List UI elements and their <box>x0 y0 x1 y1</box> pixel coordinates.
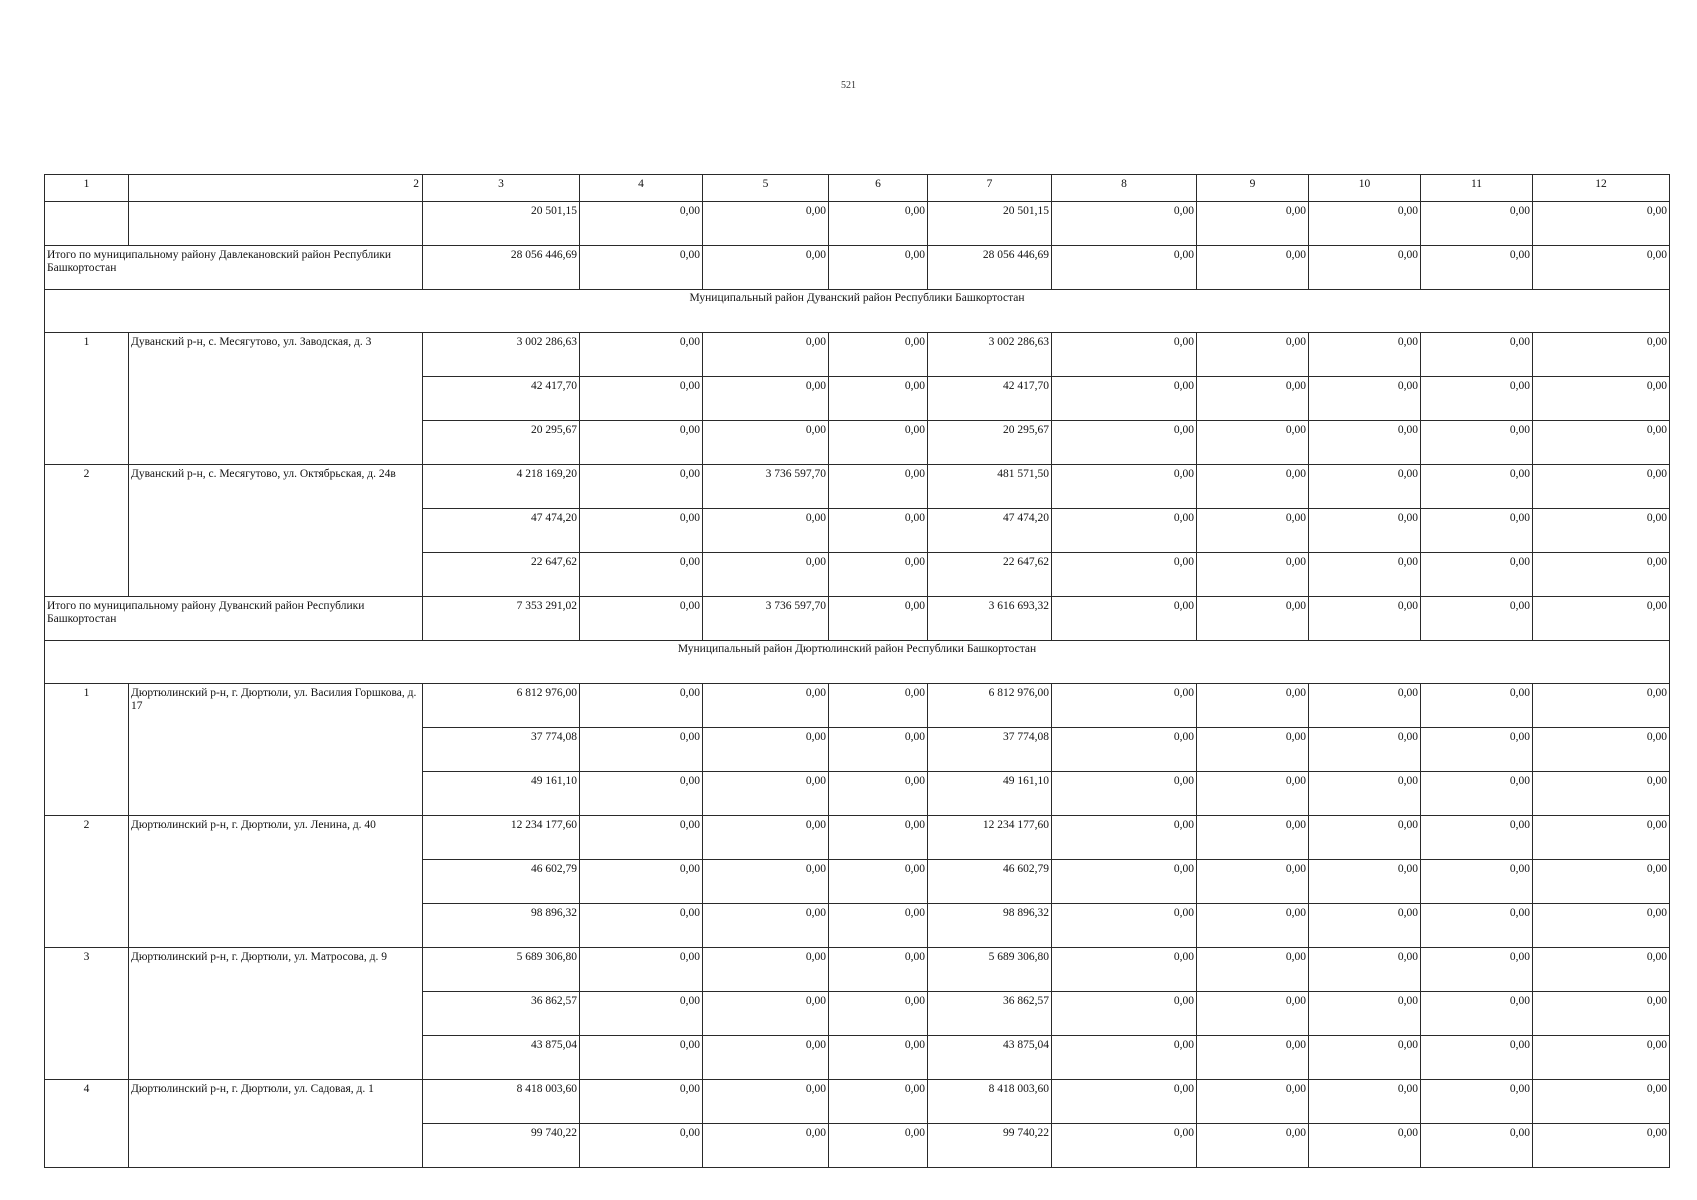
value-cell: 0,00 <box>829 509 928 553</box>
value-cell: 0,00 <box>580 597 703 641</box>
value-cell: 0,00 <box>1309 816 1421 860</box>
value-cell: 0,00 <box>580 202 703 246</box>
value-cell: 0,00 <box>1421 860 1533 904</box>
value-cell: 0,00 <box>1052 1036 1197 1080</box>
value-cell: 0,00 <box>829 465 928 509</box>
value-cell: 5 689 306,80 <box>423 948 580 992</box>
value-cell: 0,00 <box>1421 684 1533 728</box>
value-cell: 0,00 <box>1421 465 1533 509</box>
table-row <box>45 333 1670 377</box>
value-cell: 7 353 291,02 <box>423 597 580 641</box>
value-cell: 0,00 <box>829 421 928 465</box>
value-cell: 49 161,10 <box>928 772 1052 816</box>
value-cell: 0,00 <box>580 377 703 421</box>
value-cell: 0,00 <box>703 904 829 948</box>
value-cell: 8 418 003,60 <box>423 1080 580 1124</box>
value-cell: 0,00 <box>1309 246 1421 290</box>
row-index <box>45 202 129 246</box>
table-body <box>45 202 1670 1168</box>
value-cell: 43 875,04 <box>423 1036 580 1080</box>
value-cell: 3 616 693,32 <box>928 597 1052 641</box>
value-cell: 0,00 <box>829 202 928 246</box>
value-cell: 0,00 <box>1052 509 1197 553</box>
value-cell: 0,00 <box>1197 246 1309 290</box>
value-cell: 0,00 <box>1052 597 1197 641</box>
value-cell: 0,00 <box>1197 333 1309 377</box>
value-cell: 0,00 <box>829 553 928 597</box>
value-cell: 0,00 <box>1533 816 1670 860</box>
value-cell: 0,00 <box>1533 1036 1670 1080</box>
page-number: 521 <box>841 80 856 91</box>
value-cell: 0,00 <box>1197 904 1309 948</box>
value-cell: 0,00 <box>1309 860 1421 904</box>
value-cell: 47 474,20 <box>423 509 580 553</box>
value-cell: 0,00 <box>1197 728 1309 772</box>
value-cell: 0,00 <box>829 684 928 728</box>
column-header: 5 <box>703 175 829 202</box>
value-cell: 0,00 <box>580 772 703 816</box>
value-cell: 0,00 <box>1309 1124 1421 1168</box>
value-cell: 37 774,08 <box>423 728 580 772</box>
value-cell: 0,00 <box>1197 553 1309 597</box>
value-cell: 0,00 <box>1197 860 1309 904</box>
column-header: 3 <box>423 175 580 202</box>
value-cell: 43 875,04 <box>928 1036 1052 1080</box>
value-cell: 0,00 <box>1421 421 1533 465</box>
value-cell: 0,00 <box>1052 377 1197 421</box>
value-cell: 6 812 976,00 <box>928 684 1052 728</box>
value-cell: 49 161,10 <box>423 772 580 816</box>
column-header: 1 <box>45 175 129 202</box>
table-row <box>45 816 1670 860</box>
value-cell: 0,00 <box>1533 1080 1670 1124</box>
address-cell: Дюртюлинский р-н, г. Дюртюли, ул. Садовая, д. 1 <box>129 1080 423 1168</box>
value-cell: 0,00 <box>1052 246 1197 290</box>
value-cell: 0,00 <box>1052 992 1197 1036</box>
value-cell: 0,00 <box>703 948 829 992</box>
value-cell: 36 862,57 <box>423 992 580 1036</box>
value-cell: 0,00 <box>1052 333 1197 377</box>
value-cell: 98 896,32 <box>928 904 1052 948</box>
value-cell: 0,00 <box>1421 728 1533 772</box>
value-cell: 0,00 <box>1052 948 1197 992</box>
value-cell: 0,00 <box>703 553 829 597</box>
value-cell: 0,00 <box>829 246 928 290</box>
value-cell: 3 002 286,63 <box>928 333 1052 377</box>
value-cell: 0,00 <box>580 1036 703 1080</box>
value-cell: 0,00 <box>1052 465 1197 509</box>
value-cell: 0,00 <box>703 202 829 246</box>
value-cell: 0,00 <box>1052 772 1197 816</box>
value-cell: 0,00 <box>1533 1124 1670 1168</box>
value-cell: 0,00 <box>1309 509 1421 553</box>
value-cell: 0,00 <box>1197 1036 1309 1080</box>
value-cell: 0,00 <box>1309 684 1421 728</box>
value-cell: 98 896,32 <box>423 904 580 948</box>
value-cell: 0,00 <box>1197 377 1309 421</box>
value-cell: 0,00 <box>1533 202 1670 246</box>
value-cell: 0,00 <box>1197 1080 1309 1124</box>
value-cell: 20 295,67 <box>423 421 580 465</box>
value-cell: 0,00 <box>1309 465 1421 509</box>
value-cell: 0,00 <box>1197 465 1309 509</box>
value-cell: 0,00 <box>580 684 703 728</box>
value-cell: 0,00 <box>1052 860 1197 904</box>
value-cell: 0,00 <box>1197 202 1309 246</box>
value-cell: 6 812 976,00 <box>423 684 580 728</box>
value-cell: 0,00 <box>1309 553 1421 597</box>
value-cell: 0,00 <box>1197 509 1309 553</box>
value-cell: 46 602,79 <box>423 860 580 904</box>
header-row <box>45 175 1670 202</box>
value-cell: 0,00 <box>580 860 703 904</box>
value-cell: 0,00 <box>580 992 703 1036</box>
value-cell: 0,00 <box>703 860 829 904</box>
address-cell: Дуванский р-н, с. Месягутово, ул. Заводская, д. 3 <box>129 333 423 465</box>
value-cell: 0,00 <box>1421 333 1533 377</box>
value-cell: 0,00 <box>703 509 829 553</box>
value-cell: 20 501,15 <box>928 202 1052 246</box>
value-cell: 36 862,57 <box>928 992 1052 1036</box>
value-cell: 0,00 <box>1197 948 1309 992</box>
value-cell: 0,00 <box>1052 728 1197 772</box>
value-cell: 0,00 <box>580 553 703 597</box>
budget-table <box>44 174 1670 1168</box>
table-row <box>45 202 1670 246</box>
value-cell: 481 571,50 <box>928 465 1052 509</box>
value-cell: 0,00 <box>1052 1080 1197 1124</box>
value-cell: 0,00 <box>1533 597 1670 641</box>
value-cell: 0,00 <box>1533 377 1670 421</box>
value-cell: 0,00 <box>703 333 829 377</box>
value-cell: 0,00 <box>829 1124 928 1168</box>
value-cell: 0,00 <box>829 333 928 377</box>
value-cell: 0,00 <box>1052 684 1197 728</box>
row-index: 1 <box>45 684 129 816</box>
total-label: Итого по муниципальному району Давлекановский район Республики Башкортостан <box>45 246 423 290</box>
value-cell: 0,00 <box>1421 816 1533 860</box>
table-row <box>45 465 1670 509</box>
value-cell: 0,00 <box>1052 816 1197 860</box>
value-cell: 0,00 <box>580 816 703 860</box>
value-cell: 0,00 <box>703 246 829 290</box>
value-cell: 0,00 <box>1533 333 1670 377</box>
value-cell: 0,00 <box>1309 333 1421 377</box>
value-cell: 22 647,62 <box>423 553 580 597</box>
value-cell: 37 774,08 <box>928 728 1052 772</box>
row-index: 3 <box>45 948 129 1080</box>
value-cell: 0,00 <box>829 728 928 772</box>
value-cell: 0,00 <box>1197 772 1309 816</box>
value-cell: 5 689 306,80 <box>928 948 1052 992</box>
value-cell: 0,00 <box>580 1080 703 1124</box>
total-label: Итого по муниципальному району Дуванский район Республики Башкортостан <box>45 597 423 641</box>
value-cell: 0,00 <box>580 948 703 992</box>
value-cell: 0,00 <box>1421 597 1533 641</box>
value-cell: 0,00 <box>580 904 703 948</box>
value-cell: 0,00 <box>1309 1080 1421 1124</box>
value-cell: 0,00 <box>1052 421 1197 465</box>
value-cell: 3 736 597,70 <box>703 465 829 509</box>
value-cell: 0,00 <box>1421 553 1533 597</box>
value-cell: 0,00 <box>1421 1124 1533 1168</box>
table-row <box>45 684 1670 728</box>
value-cell: 0,00 <box>1421 202 1533 246</box>
value-cell: 0,00 <box>829 992 928 1036</box>
column-header: 9 <box>1197 175 1309 202</box>
row-index: 1 <box>45 333 129 465</box>
value-cell: 0,00 <box>1421 904 1533 948</box>
value-cell: 0,00 <box>703 816 829 860</box>
value-cell: 0,00 <box>1533 684 1670 728</box>
value-cell: 0,00 <box>1533 860 1670 904</box>
value-cell: 0,00 <box>1309 597 1421 641</box>
total-row <box>45 246 1670 290</box>
value-cell: 0,00 <box>1421 246 1533 290</box>
address-cell <box>129 202 423 246</box>
value-cell: 0,00 <box>1052 553 1197 597</box>
value-cell: 0,00 <box>1533 728 1670 772</box>
value-cell: 0,00 <box>703 728 829 772</box>
value-cell: 0,00 <box>703 421 829 465</box>
address-cell: Дюртюлинский р-н, г. Дюртюли, ул. Василия Горшкова, д. 17 <box>129 684 423 816</box>
address-cell: Дюртюлинский р-н, г. Дюртюли, ул. Матросова, д. 9 <box>129 948 423 1080</box>
value-cell: 4 218 169,20 <box>423 465 580 509</box>
value-cell: 0,00 <box>703 772 829 816</box>
value-cell: 0,00 <box>1421 377 1533 421</box>
value-cell: 0,00 <box>1533 246 1670 290</box>
column-header: 8 <box>1052 175 1197 202</box>
column-header: 2 <box>129 175 423 202</box>
column-header: 6 <box>829 175 928 202</box>
value-cell: 0,00 <box>1052 202 1197 246</box>
value-cell: 0,00 <box>703 1124 829 1168</box>
value-cell: 0,00 <box>1533 772 1670 816</box>
value-cell: 28 056 446,69 <box>423 246 580 290</box>
value-cell: 0,00 <box>580 246 703 290</box>
value-cell: 0,00 <box>1197 1124 1309 1168</box>
value-cell: 0,00 <box>1197 992 1309 1036</box>
value-cell: 12 234 177,60 <box>423 816 580 860</box>
value-cell: 0,00 <box>703 992 829 1036</box>
section-row <box>45 290 1670 333</box>
value-cell: 0,00 <box>1421 772 1533 816</box>
value-cell: 0,00 <box>1533 553 1670 597</box>
table-header <box>45 175 1670 202</box>
value-cell: 0,00 <box>1197 421 1309 465</box>
value-cell: 0,00 <box>1421 948 1533 992</box>
row-index: 2 <box>45 465 129 597</box>
section-title: Муниципальный район Дюртюлинский район Республики Башкортостан <box>45 641 1670 684</box>
table-row <box>45 1080 1670 1124</box>
address-cell: Дюртюлинский р-н, г. Дюртюли, ул. Ленина, д. 40 <box>129 816 423 948</box>
value-cell: 0,00 <box>1309 202 1421 246</box>
value-cell: 42 417,70 <box>423 377 580 421</box>
value-cell: 0,00 <box>580 333 703 377</box>
value-cell: 20 295,67 <box>928 421 1052 465</box>
value-cell: 0,00 <box>1533 421 1670 465</box>
value-cell: 0,00 <box>1421 1036 1533 1080</box>
value-cell: 46 602,79 <box>928 860 1052 904</box>
total-row <box>45 597 1670 641</box>
value-cell: 28 056 446,69 <box>928 246 1052 290</box>
column-header: 11 <box>1421 175 1533 202</box>
column-header: 12 <box>1533 175 1670 202</box>
value-cell: 0,00 <box>1052 1124 1197 1168</box>
value-cell: 20 501,15 <box>423 202 580 246</box>
section-title: Муниципальный район Дуванский район Республики Башкортостан <box>45 290 1670 333</box>
value-cell: 0,00 <box>580 728 703 772</box>
value-cell: 0,00 <box>1533 509 1670 553</box>
value-cell: 0,00 <box>1533 465 1670 509</box>
value-cell: 0,00 <box>1309 772 1421 816</box>
column-header: 4 <box>580 175 703 202</box>
value-cell: 0,00 <box>1197 684 1309 728</box>
value-cell: 0,00 <box>1421 1080 1533 1124</box>
value-cell: 0,00 <box>580 509 703 553</box>
value-cell: 0,00 <box>703 684 829 728</box>
value-cell: 0,00 <box>829 1036 928 1080</box>
value-cell: 42 417,70 <box>928 377 1052 421</box>
value-cell: 0,00 <box>1197 597 1309 641</box>
value-cell: 0,00 <box>829 377 928 421</box>
value-cell: 0,00 <box>703 1036 829 1080</box>
value-cell: 22 647,62 <box>928 553 1052 597</box>
value-cell: 12 234 177,60 <box>928 816 1052 860</box>
value-cell: 99 740,22 <box>928 1124 1052 1168</box>
value-cell: 0,00 <box>829 904 928 948</box>
value-cell: 0,00 <box>1052 904 1197 948</box>
value-cell: 0,00 <box>1197 816 1309 860</box>
value-cell: 0,00 <box>829 772 928 816</box>
value-cell: 0,00 <box>1309 728 1421 772</box>
value-cell: 8 418 003,60 <box>928 1080 1052 1124</box>
value-cell: 0,00 <box>703 377 829 421</box>
value-cell: 0,00 <box>1533 904 1670 948</box>
value-cell: 0,00 <box>1309 377 1421 421</box>
value-cell: 0,00 <box>1309 421 1421 465</box>
value-cell: 0,00 <box>1309 1036 1421 1080</box>
value-cell: 0,00 <box>1421 992 1533 1036</box>
value-cell: 0,00 <box>829 597 928 641</box>
value-cell: 0,00 <box>1309 904 1421 948</box>
value-cell: 3 736 597,70 <box>703 597 829 641</box>
table-row <box>45 948 1670 992</box>
value-cell: 0,00 <box>829 860 928 904</box>
value-cell: 0,00 <box>1533 948 1670 992</box>
column-header: 10 <box>1309 175 1421 202</box>
value-cell: 3 002 286,63 <box>423 333 580 377</box>
value-cell: 47 474,20 <box>928 509 1052 553</box>
value-cell: 0,00 <box>1309 992 1421 1036</box>
value-cell: 0,00 <box>580 421 703 465</box>
value-cell: 99 740,22 <box>423 1124 580 1168</box>
value-cell: 0,00 <box>1421 509 1533 553</box>
value-cell: 0,00 <box>1309 948 1421 992</box>
row-index: 2 <box>45 816 129 948</box>
value-cell: 0,00 <box>829 1080 928 1124</box>
column-header: 7 <box>928 175 1052 202</box>
value-cell: 0,00 <box>580 465 703 509</box>
value-cell: 0,00 <box>703 1080 829 1124</box>
value-cell: 0,00 <box>1533 992 1670 1036</box>
row-index: 4 <box>45 1080 129 1168</box>
section-row <box>45 641 1670 684</box>
address-cell: Дуванский р-н, с. Месягутово, ул. Октябрьская, д. 24в <box>129 465 423 597</box>
value-cell: 0,00 <box>829 816 928 860</box>
value-cell: 0,00 <box>829 948 928 992</box>
value-cell: 0,00 <box>580 1124 703 1168</box>
